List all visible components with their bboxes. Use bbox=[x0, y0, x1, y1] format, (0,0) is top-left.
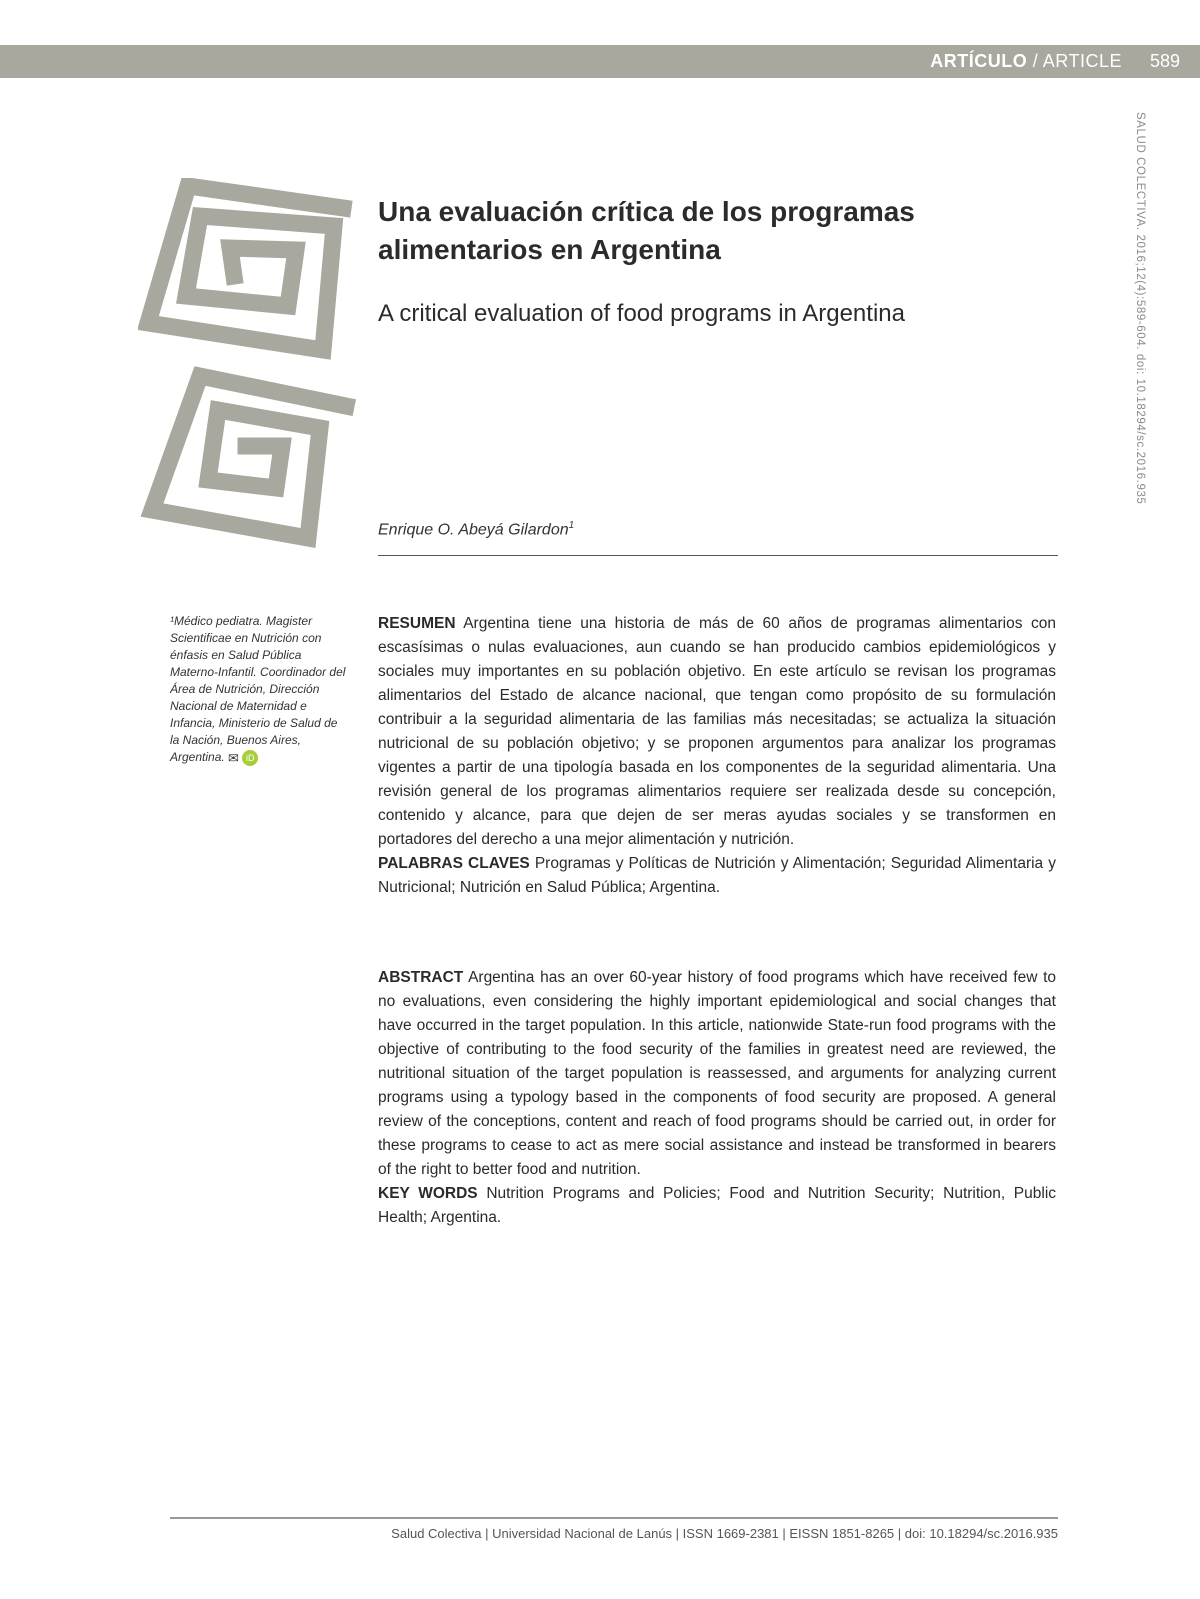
author-divider bbox=[378, 555, 1058, 556]
header-bar bbox=[0, 45, 1200, 78]
abstract-text: Argentina has an over 60-year history of food programs which have received few to no evaluations, even considering the highly important epidemiological and social changes that have occurred in the target population. In this article, nationwide State-run food programs with the objective of contributing to the food security of the families in greatest need are reviewed, the nutritional situation of the target population is reassessed, and arguments for analyzing current programs using a typology based in the components of food security are proposed. A general review of the conceptions, content and reach of food programs should be carried out, in order for these programs to cease to act as mere social assistance and instead be transformed in bearers of the right to better food and nutrition. bbox=[378, 969, 1057, 1178]
key-words-label: KEY WORDS bbox=[378, 1185, 478, 1202]
footer-divider bbox=[170, 1517, 1058, 1519]
section-label-en: ARTICLE bbox=[1042, 51, 1122, 71]
journal-spiral-logo bbox=[138, 178, 360, 550]
section-label bbox=[930, 51, 1122, 72]
abstract-section bbox=[378, 966, 1056, 1230]
mail-icon[interactable]: ✉ bbox=[228, 750, 239, 766]
section-label-es: ARTÍCULO bbox=[930, 51, 1028, 71]
palabras-claves-label: PALABRAS CLAVES bbox=[378, 855, 530, 872]
palabras-claves-paragraph bbox=[378, 852, 1056, 900]
resumen-label: RESUMEN bbox=[378, 615, 456, 632]
resumen-text: Argentina tiene una historia de más de 60 años de programas alimentarios con escasísimas o nulas evaluaciones, aun cuando se han producido cambios epidemiológicos y sociales muy importantes en su población objetivo. En este artículo se revisan los programas alimentarios del Estado de alcance nacional, que tengan como propósito de su formulación contribuir a la seguridad alimentaria de las familias más necesitadas; se actualiza la situación nutricional de su población objetivo; y se proponen argumentos para analizar los programas vigentes a partir de una tipología basada en los componentes de la seguridad alimentaria. Una revisión general de los programas alimentarios requiere ser realizada desde su concepción, contenido y alcance, para que dejen de ser meras ayudas sociales y se transformen en portadores del derecho a una mejor alimentación y nutrición. bbox=[378, 615, 1056, 848]
abstract-label: ABSTRACT bbox=[378, 969, 464, 986]
abstract-paragraph bbox=[378, 966, 1056, 1182]
orcid-icon[interactable]: iD bbox=[242, 750, 258, 766]
article-title-es: Una evaluación crítica de los programas alimentarios en Argentina bbox=[378, 196, 915, 265]
palabras-claves-text: Programas y Políticas de Nutrición y Alimentación; Seguridad Alimentaria y Nutricional; Nutrición en Salud Pública; Argentina. bbox=[378, 855, 1056, 896]
page-number: 589 bbox=[1149, 51, 1180, 71]
author-name bbox=[378, 520, 574, 539]
key-words-text: Nutrition Programs and Policies; Food and Nutrition Security; Nutrition, Public Health; Argentina. bbox=[378, 1185, 1057, 1226]
side-citation: SALUD COLECTIVA. 2016;12(4):589-604. doi: 10.18294/sc.2016.935 bbox=[1134, 112, 1146, 505]
author-affiliation bbox=[170, 613, 350, 766]
affiliation-text: ¹Médico pediatra. Magister Scientificae en Nutrición con énfasis en Salud Pública Materno-Infantil. Coordinador del Área de Nutrición, Dirección Nacional de Maternidad e Infancia, Ministerio de Salud de la Nación, Buenos Aires, Argentina. bbox=[170, 614, 346, 764]
section-separator: / bbox=[1027, 51, 1043, 71]
resumen-paragraph bbox=[378, 612, 1056, 852]
article-title-en: A critical evaluation of food programs in Argentina bbox=[378, 300, 905, 327]
author-name-text: Enrique O. Abeyá Gilardon bbox=[378, 521, 569, 539]
resumen-section bbox=[378, 612, 1056, 900]
author-affiliation-marker: 1 bbox=[568, 520, 575, 531]
key-words-paragraph bbox=[378, 1182, 1056, 1230]
footer-text: Salud Colectiva | Universidad Nacional de Lanús | ISSN 1669-2381 | EISSN 1851-8265 | doi: 10.18294/sc.2016.935 bbox=[391, 1526, 1058, 1541]
